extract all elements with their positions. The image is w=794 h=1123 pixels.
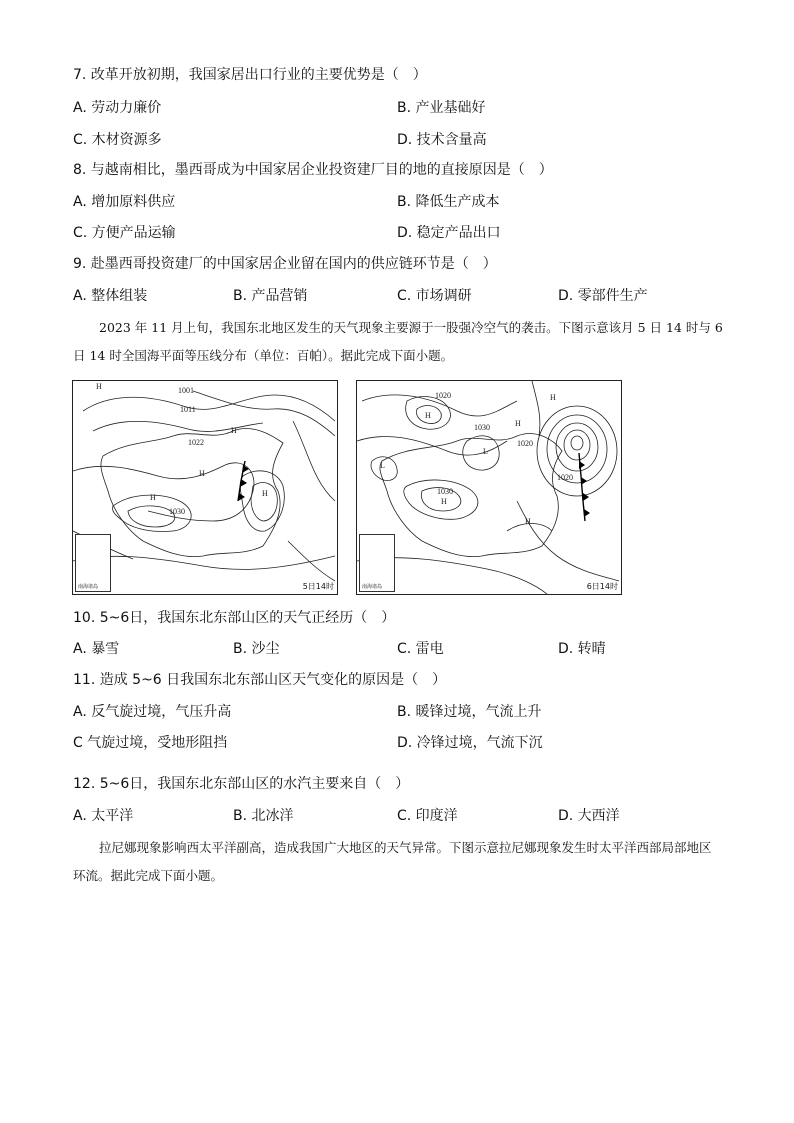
q7-option-a[interactable]: A. 劳动力廉价	[73, 100, 162, 116]
high-pressure-label: H	[231, 426, 237, 435]
high-pressure-label: H	[96, 382, 102, 391]
isobar-label: 1030	[474, 423, 490, 432]
isobar-map-day6	[356, 380, 622, 595]
isobar-label: 1022	[188, 438, 204, 447]
q8-option-a[interactable]: A. 增加原料供应	[73, 194, 176, 210]
q8-option-b[interactable]: B. 降低生产成本	[397, 194, 500, 210]
high-pressure-label: H	[199, 469, 205, 478]
q12-option-d[interactable]: D. 大西洋	[558, 808, 620, 824]
inset-caption: 南海诸岛	[362, 584, 383, 590]
high-pressure-label: H	[150, 493, 156, 502]
q11-option-b[interactable]: B. 暖锋过境，气流上升	[397, 704, 542, 720]
q12-option-a[interactable]: A. 太平洋	[73, 808, 134, 824]
low-pressure-label: L	[380, 461, 385, 470]
isobar-map-day5	[72, 380, 338, 595]
q9-option-c[interactable]: C. 市场调研	[397, 288, 472, 304]
question-10-stem: 10. 5~6日，我国东北东部山区的天气正经历（ ）	[73, 610, 396, 626]
isobar-label: 1030	[169, 507, 185, 516]
question-11-stem: 11. 造成 5~6 日我国东北东部山区天气变化的原因是（ ）	[73, 672, 447, 688]
isobar-lines-day6	[357, 381, 621, 594]
q7-option-c[interactable]: C. 木材资源多	[73, 132, 162, 148]
q9-option-d[interactable]: D. 零部件生产	[558, 288, 648, 304]
q12-option-b[interactable]: B. 北冰洋	[233, 808, 294, 824]
question-7-stem: 7. 改革开放初期，我国家居出口行业的主要优势是（ ）	[73, 67, 427, 83]
intro-paragraph-weather: 2023 年 11 月上旬，我国东北地区发生的天气现象主要源于一股强冷空气的袭击。下图示意该月 5 日 14 时与 6 日 14 时全国海平面等压线分布（单位：百帕）。据此完成下面小题。	[73, 320, 723, 363]
map-timestamp: 5日14时	[302, 582, 334, 591]
isobar-label: 1020	[517, 439, 533, 448]
intro-paragraph-la-nina: 拉尼娜现象影响西太平洋副高，造成我国广大地区的天气异常。下图示意拉尼娜现象发生时太平洋西部局部地区环流。据此完成下面小题。	[73, 840, 712, 883]
inset-caption: 南海诸岛	[78, 584, 99, 590]
q11-option-c[interactable]: C 气旋过境，受地形阻挡	[73, 735, 228, 751]
q12-option-c[interactable]: C. 印度洋	[397, 808, 458, 824]
q8-option-c[interactable]: C. 方便产品运输	[73, 225, 176, 241]
isobar-lines-day5	[73, 381, 337, 594]
q11-option-a[interactable]: A. 反气旋过境，气压升高	[73, 704, 232, 720]
q10-option-a[interactable]: A. 暴雪	[73, 641, 120, 657]
q7-option-d[interactable]: D. 技术含量高	[397, 132, 487, 148]
isobar-label: 1020	[435, 391, 451, 400]
south-china-sea-inset	[359, 534, 395, 592]
south-china-sea-inset	[75, 534, 111, 592]
high-pressure-label: H	[515, 419, 521, 428]
q9-option-a[interactable]: A. 整体组装	[73, 288, 148, 304]
high-pressure-label: H	[525, 517, 531, 526]
q10-option-d[interactable]: D. 转晴	[558, 641, 606, 657]
isobar-label: 1030	[437, 487, 453, 496]
q7-option-b[interactable]: B. 产业基础好	[397, 100, 486, 116]
q9-option-b[interactable]: B. 产品营销	[233, 288, 308, 304]
high-pressure-label: H	[441, 497, 447, 506]
high-pressure-label: H	[550, 393, 556, 402]
q8-option-d[interactable]: D. 稳定产品出口	[397, 225, 501, 241]
question-9-stem: 9. 赴墨西哥投资建厂的中国家居企业留在国内的供应链环节是（ ）	[73, 256, 497, 272]
q10-option-c[interactable]: C. 雷电	[397, 641, 444, 657]
high-pressure-label: H	[262, 489, 268, 498]
isobar-label: 1011	[180, 405, 196, 414]
isobar-label: 1001	[178, 386, 194, 395]
q10-option-b[interactable]: B. 沙尘	[233, 641, 280, 657]
map-timestamp: 6日14时	[586, 582, 618, 591]
q11-option-d[interactable]: D. 冷锋过境，气流下沉	[397, 735, 543, 751]
question-8-stem: 8. 与越南相比，墨西哥成为中国家居企业投资建厂目的地的直接原因是（ ）	[73, 162, 553, 178]
isobar-label: 1020	[557, 473, 573, 482]
question-12-stem: 12. 5~6日，我国东北东部山区的水汽主要来自（ ）	[73, 776, 410, 792]
low-pressure-label: L	[483, 447, 488, 456]
high-pressure-label: H	[425, 411, 431, 420]
